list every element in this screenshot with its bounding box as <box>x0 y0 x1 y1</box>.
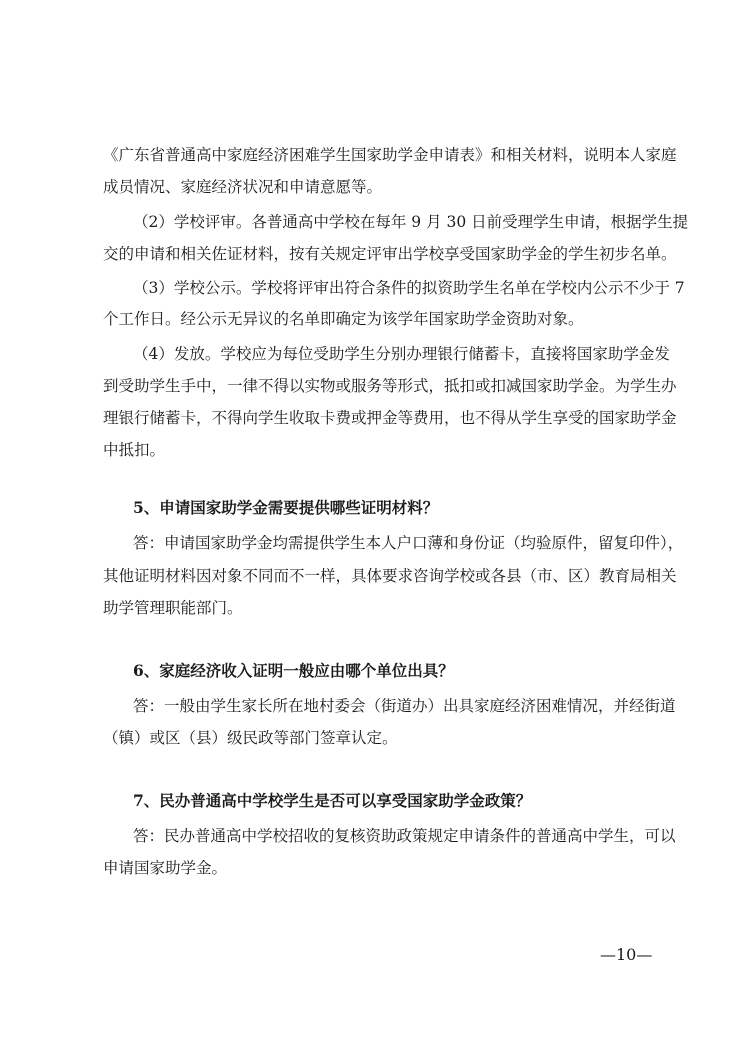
paragraph-line: 中抵扣。 <box>103 441 166 459</box>
paragraph-line: （3）学校公示。学校将评审出符合条件的拟资助学生名单在学校内公示不少于 7 <box>133 279 685 297</box>
paragraph-line: （4）发放。学校应为每位受助学生分别办理银行储蓄卡，直接将国家助学金发 <box>133 345 670 363</box>
page-number: —10— <box>600 945 653 964</box>
answer-line: 助学管理职能部门。 <box>103 599 243 617</box>
answer-line: 申请国家助学金。 <box>103 859 228 877</box>
paragraph-line: 到受助学生手中，一律不得以实物或服务等形式，抵扣或扣减国家助学金。为学生办 <box>103 377 677 395</box>
paragraph-line: 成员情况、家庭经济状况和申请意愿等。 <box>103 178 383 196</box>
question-heading: 5、申请国家助学金需要提供哪些证明材料？ <box>133 498 439 517</box>
paragraph-line: 理银行储蓄卡，不得向学生收取卡费或押金等费用，也不得从学生享受的国家助学金 <box>103 409 677 427</box>
answer-line: 其他证明材料因对象不同而不一样，具体要求咨询学校或各县（市、区）教育局相关 <box>103 567 677 585</box>
paragraph-line: （2）学校评审。各普通高中学校在每年 9 月 30 日前受理学生申请，根据学生提 <box>133 213 689 231</box>
answer-line: 答：申请国家助学金均需提供学生本人户口薄和身份证（均验原件，留复印件）， <box>133 534 684 552</box>
answer-line: （镇）或区（县）级民政等部门签章认定。 <box>103 729 398 747</box>
paragraph-line: 交的申请和相关佐证材料，按有关规定评审出学校享受国家助学金的学生初步名单。 <box>103 245 677 263</box>
paragraph-line: 《广东省普通高中家庭经济困难学生国家助学金申请表》和相关材料，说明本人家庭 <box>103 146 677 164</box>
answer-line: 答：民办普通高中学校招收的复核资助政策规定申请条件的普通高中学生，可以 <box>133 827 676 845</box>
question-heading: 6、家庭经济收入证明一般应由哪个单位出具？ <box>133 661 454 680</box>
answer-line: 答：一般由学生家长所在地村委会（街道办）出具家庭经济困难情况，并经街道 <box>133 697 676 715</box>
paragraph-line: 个工作日。经公示无异议的名单即确定为该学年国家助学金资助对象。 <box>103 310 584 328</box>
question-heading: 7、民办普通高中学校学生是否可以享受国家助学金政策？ <box>133 791 532 810</box>
